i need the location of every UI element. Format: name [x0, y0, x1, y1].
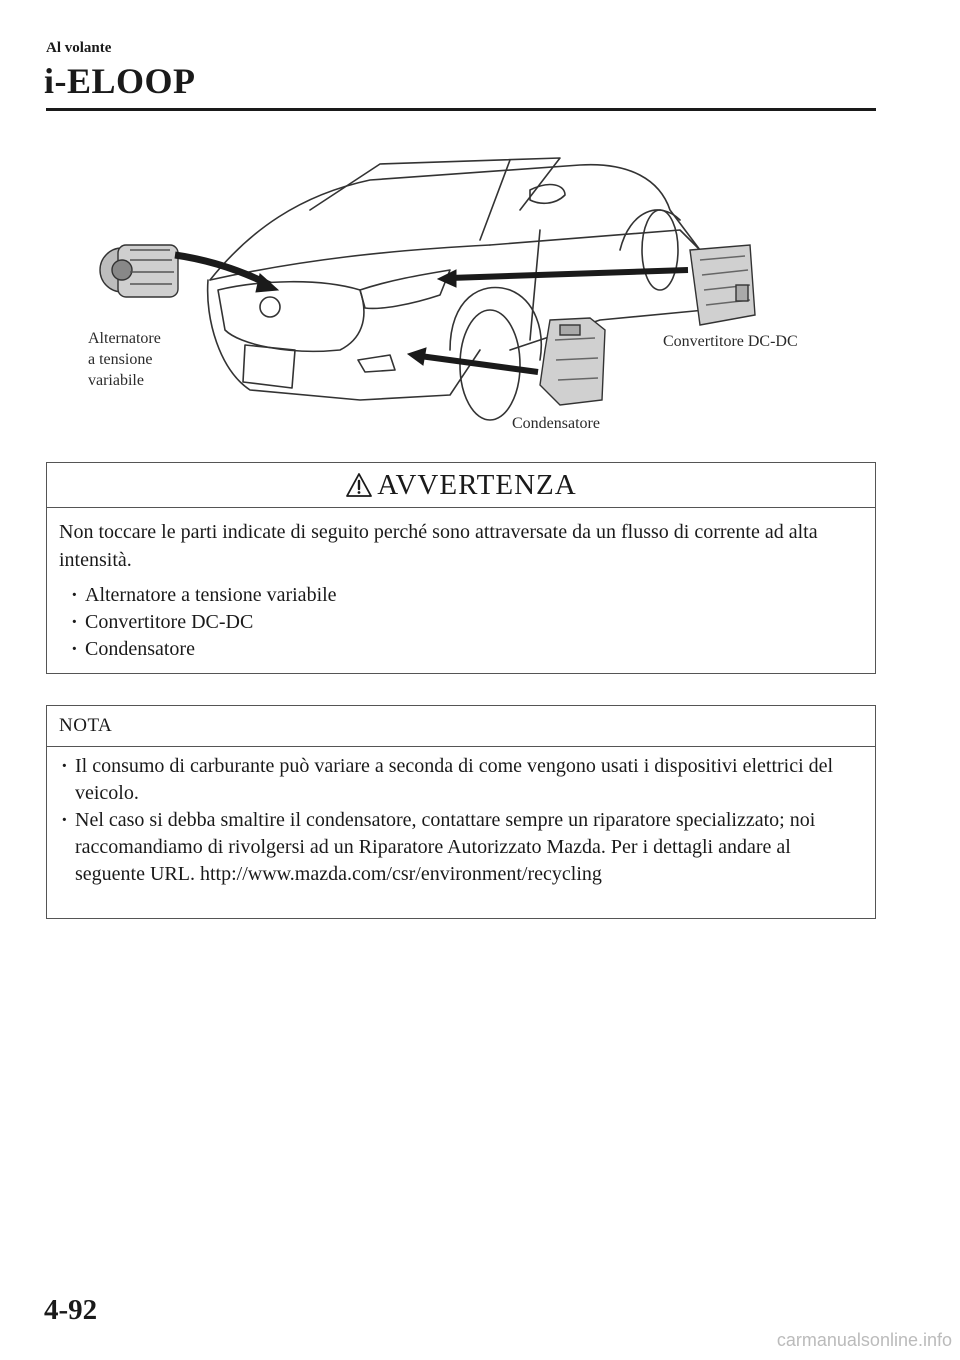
- warning-list: [59, 582, 863, 663]
- note-list-item: · Il consumo di carburante può variare a seconda di come vengono usati i dispositivi elettrici del veicolo.: [59, 753, 863, 807]
- alternator-label-line-1: Alternatore: [88, 330, 161, 347]
- license-plate: [243, 345, 295, 388]
- watermark: carmanualsonline.info: [776, 1330, 952, 1350]
- car-front-illustration: [60, 150, 860, 440]
- page-number: 4-92: [44, 1294, 98, 1326]
- arrow-converter-head: [438, 270, 456, 287]
- warning-text: Non toccare le parti indicate di seguito perché sono attraversate da un flusso di corrente ad alta intensità.: [59, 521, 818, 571]
- arrow-alternator-head: [256, 274, 278, 292]
- note-body: [47, 747, 875, 894]
- converter-part: [690, 245, 755, 325]
- headlight: [360, 270, 450, 308]
- alternator-label-line-3: variabile: [88, 372, 144, 389]
- logo-emblem: [260, 297, 280, 317]
- alternator-label: [88, 328, 161, 391]
- warning-triangle-icon: [345, 472, 373, 498]
- note-list-item: · Nel caso si debba smaltire il condensatore, contattare sempre un riparatore specializzato; noi raccomandiamo di rivolgersi ad un Riparatore Autorizzato Mazda. Per i dettagli andare al seguente URL. http://www.mazda.com/csr/environment/recycling: [59, 807, 863, 888]
- title-underline: [46, 108, 876, 111]
- warning-list-item: · Condensatore: [69, 636, 863, 663]
- capacitor-part: [540, 318, 605, 405]
- grille: [218, 282, 364, 352]
- front-wheel-arch: [450, 288, 541, 361]
- windshield: [310, 158, 560, 210]
- capacitor-label: Condensatore: [512, 415, 600, 432]
- warning-title: AVVERTENZA: [377, 468, 577, 501]
- warning-list-item: · Alternatore a tensione variabile: [69, 582, 863, 609]
- note-list: [59, 753, 863, 888]
- converter-label: Convertitore DC-DC: [663, 333, 798, 350]
- note-title: NOTA: [59, 715, 113, 736]
- warning-list-item: · Convertitore DC-DC: [69, 609, 863, 636]
- alternator-label-line-2: a tensione: [88, 351, 153, 368]
- fog-light: [358, 355, 395, 372]
- note-header: [47, 706, 875, 747]
- arrow-converter: [450, 270, 688, 278]
- i-eloop-components-illustration: [60, 150, 860, 440]
- rear-wheel: [642, 210, 678, 290]
- door-mirror: [530, 185, 565, 204]
- car-outline: [210, 165, 700, 280]
- page-title: i-ELOOP: [44, 61, 196, 101]
- note-box: [46, 705, 876, 919]
- section-heading: Al volante: [46, 40, 112, 56]
- warning-header: [47, 463, 875, 508]
- alternator-part: [100, 245, 178, 297]
- warning-body: [47, 508, 875, 673]
- warning-box: [46, 462, 876, 674]
- arrow-capacitor-head: [408, 348, 426, 365]
